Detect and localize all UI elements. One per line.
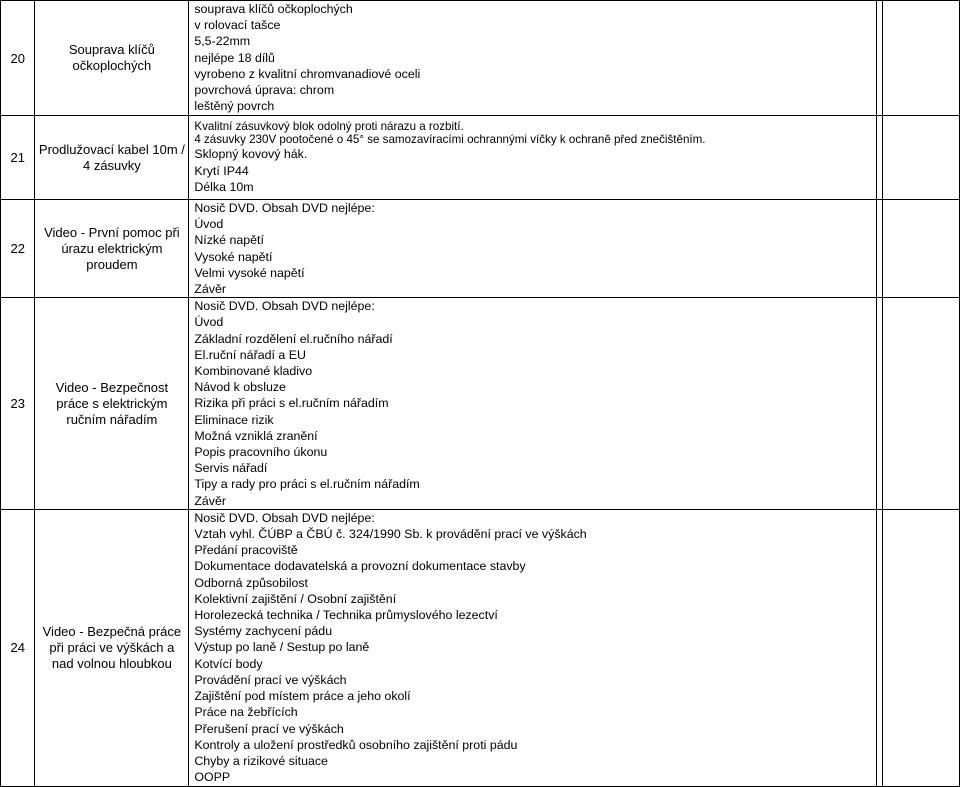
description-line: Práce na žebřících bbox=[194, 705, 298, 720]
row-number: 23 bbox=[1, 298, 35, 510]
description-line: Zajištění pod místem práce a jeho okolí bbox=[194, 689, 411, 704]
description-line: Závěr bbox=[194, 282, 227, 297]
item-name-line: nad volnou hloubkou bbox=[51, 655, 172, 671]
description-line: Výstup po laně / Sestup po laně bbox=[194, 640, 370, 655]
description-line: Návod k obsluze bbox=[194, 380, 286, 395]
table-row bbox=[1, 509, 960, 786]
item-description bbox=[189, 298, 877, 510]
row-number: 20 bbox=[1, 1, 35, 116]
description-line: Kolektivní zajištění / Osobní zajištění bbox=[194, 591, 397, 606]
table-row bbox=[1, 1, 960, 116]
description-line: Možná vzniklá zranění bbox=[194, 428, 318, 443]
item-name-line: Video - Bezpečnost bbox=[55, 379, 169, 395]
empty-cell bbox=[883, 116, 960, 200]
description-line: Odborná způsobilost bbox=[194, 575, 308, 590]
item-name-line: Video - Bezpečná práce bbox=[42, 623, 182, 639]
description-line: Vysoké napětí bbox=[194, 249, 273, 264]
description-line: Systémy zachycení pádu bbox=[194, 624, 333, 639]
row-number: 21 bbox=[1, 116, 35, 200]
item-name bbox=[35, 509, 189, 786]
description-line: 5,5-22mm bbox=[194, 34, 251, 49]
item-name-line: Video - První pomoc při bbox=[44, 224, 180, 240]
description-line: Úvod bbox=[194, 315, 224, 330]
description-line: Délka 10m bbox=[194, 179, 254, 194]
description-line: Kotvící body bbox=[194, 656, 263, 671]
item-name-line: při práci ve výškách a bbox=[49, 639, 175, 655]
description-line: Dokumentace dodavatelská a provozní dokumentace stavby bbox=[194, 559, 526, 574]
description-line: El.ruční nářadí a EU bbox=[194, 347, 306, 362]
description-line: Základní rozdělení el.ručního nářadí bbox=[194, 331, 393, 346]
description-line: Předání pracoviště bbox=[194, 543, 298, 558]
description-line: Krytí IP44 bbox=[194, 163, 249, 178]
item-name bbox=[35, 1, 189, 116]
description-line: Sklopný kovový hák. bbox=[194, 147, 308, 162]
empty-cell bbox=[883, 509, 960, 786]
description-line: Nosič DVD. Obsah DVD nejlépe: bbox=[194, 201, 375, 215]
item-name bbox=[35, 116, 189, 200]
item-description bbox=[189, 200, 877, 298]
empty-cell bbox=[883, 298, 960, 510]
description-line: Popis pracovního úkonu bbox=[194, 445, 328, 460]
description-line: leštěný povrch bbox=[194, 99, 275, 114]
description-line: Nosič DVD. Obsah DVD nejlépe: bbox=[194, 510, 375, 525]
item-name bbox=[35, 298, 189, 510]
description-line: Kombinované kladivo bbox=[194, 364, 313, 379]
row-number: 22 bbox=[1, 200, 35, 298]
description-line: Provádění prací ve výškách bbox=[194, 672, 347, 687]
description-line: OOPP bbox=[194, 770, 231, 785]
description-line: Tipy a rady pro práci s el.ručním nářadím bbox=[194, 477, 420, 492]
description-line: Nízké napětí bbox=[194, 233, 264, 248]
item-name-line: práce s elektrickým bbox=[56, 395, 168, 411]
description-line: Horolezecká technika / Technika průmyslového lezectví bbox=[194, 608, 498, 623]
row-number: 24 bbox=[1, 509, 35, 786]
item-name-line: ručním nářadím bbox=[66, 411, 158, 427]
description-line: Úvod bbox=[194, 217, 224, 232]
description-line: 4 zásuvky 230V pootočené o 45° se samozavíracími ochrannými víčky k ochraně před znečištěním. bbox=[194, 133, 706, 147]
item-name-line: 4 zásuvky bbox=[82, 157, 141, 173]
description-line: vyrobeno z kvalitní chromvanadiové oceli bbox=[194, 66, 421, 81]
empty-cell bbox=[883, 200, 960, 298]
table-row bbox=[1, 298, 960, 510]
empty-cell bbox=[883, 1, 960, 116]
description-line: Chyby a rizikové situace bbox=[194, 753, 328, 768]
table-row bbox=[1, 116, 960, 200]
description-line: povrchová úprava: chrom bbox=[194, 83, 335, 98]
description-line: v rolovací tašce bbox=[194, 18, 281, 33]
item-name-line: úrazu elektrickým bbox=[61, 240, 163, 256]
description-line: Rizika při práci s el.ručním nářadím bbox=[194, 396, 389, 411]
description-line: Vztah vyhl. ČÚBP a ČBÚ č. 324/1990 Sb. k provádění prací ve výškách bbox=[194, 527, 587, 542]
description-line: Kontroly a uložení prostředků osobního zajištění proti pádu bbox=[194, 737, 518, 752]
item-name bbox=[35, 200, 189, 298]
item-description bbox=[189, 509, 877, 786]
description-line: Velmi vysoké napětí bbox=[194, 265, 305, 280]
item-name-line: Souprava klíčů bbox=[68, 42, 155, 57]
description-line: Kvalitní zásuvkový blok odolný proti nárazu a rozbití. bbox=[194, 119, 464, 133]
description-line: Přerušení prací ve výškách bbox=[194, 721, 344, 736]
item-name-line: proudem bbox=[86, 256, 138, 272]
description-line: Eliminace rizik bbox=[194, 412, 274, 427]
item-name-line: očkoplochých bbox=[72, 58, 152, 73]
item-description bbox=[189, 116, 877, 200]
item-description bbox=[189, 1, 877, 116]
description-line: nejlépe 18 dílů bbox=[194, 50, 275, 65]
item-name-line: Prodlužovací kabel 10m / bbox=[38, 141, 185, 157]
description-line: Servis nářadí bbox=[194, 461, 268, 476]
table-row bbox=[1, 200, 960, 298]
description-line: souprava klíčů očkoplochých bbox=[194, 2, 353, 16]
description-line: Závěr bbox=[194, 493, 227, 508]
description-line: Nosič DVD. Obsah DVD nejlépe: bbox=[194, 299, 375, 314]
